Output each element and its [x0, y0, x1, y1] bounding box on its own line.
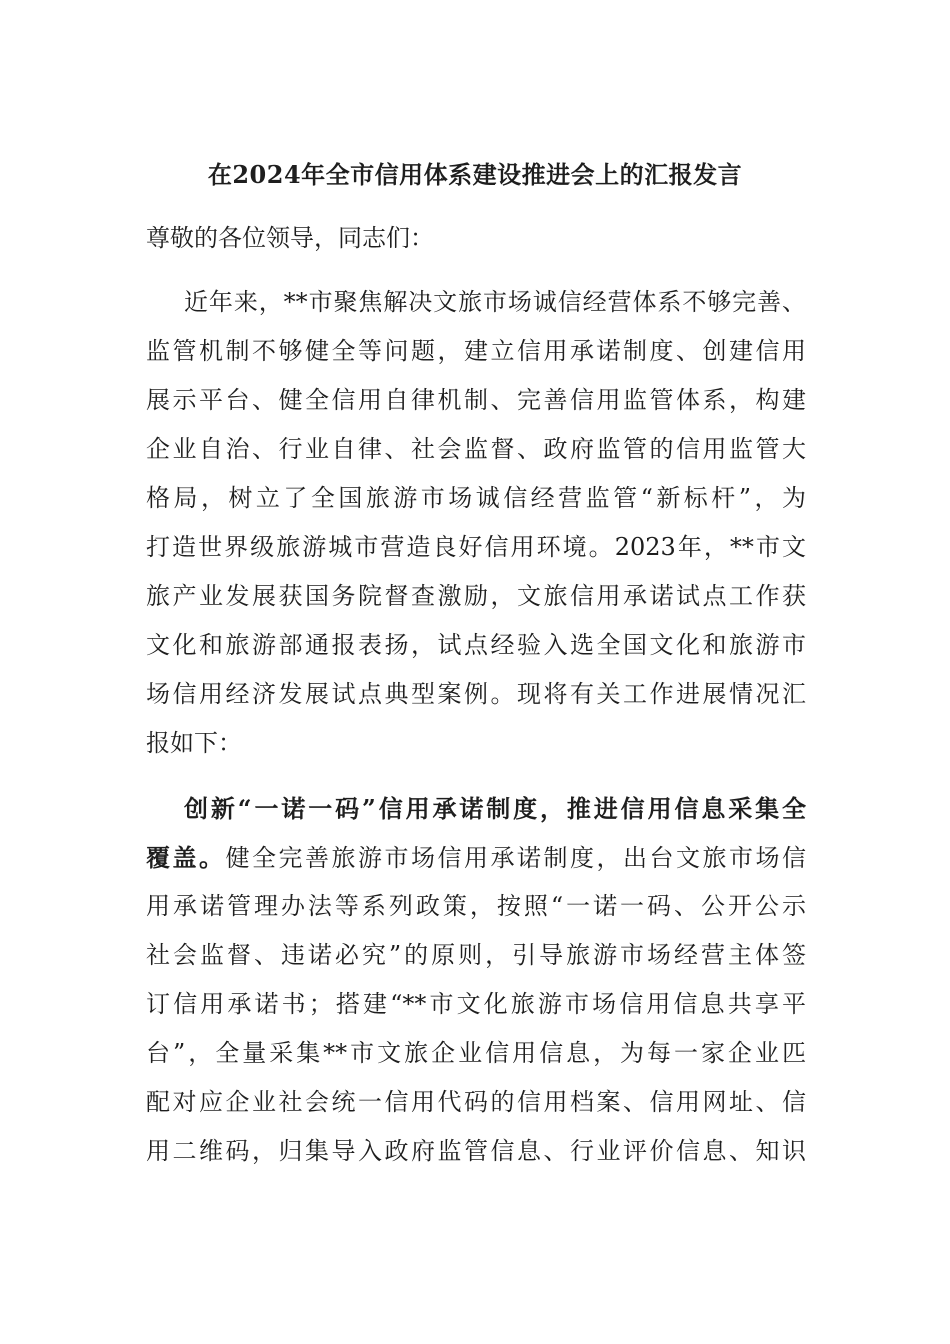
paragraph-text: 健全完善旅游市场信用承诺制度，出台文旅市场信 [225, 844, 806, 872]
paragraph-line: 配对应企业社会统一信用代码的信用档案、信用网址、信 [146, 1088, 806, 1116]
paragraph-line [146, 833, 806, 882]
paragraph-line: 台”，全量采集**市文旅企业信用信息，为每一家企业匹 [146, 1039, 806, 1067]
salutation: 尊敬的各位领导，同志们： [146, 224, 434, 252]
paragraph-line: 展示平台、健全信用自律机制、完善信用监管体系，构建 [146, 386, 806, 414]
section-heading: 创新“一诺一码”信用承诺制度，推进信用信息采集全 [184, 794, 806, 823]
paragraph-line: 旅产业发展获国务院督查激励，文旅信用承诺试点工作获 [146, 582, 806, 610]
paragraph-credit-commitment [146, 784, 806, 1176]
paragraph-line: 监管机制不够健全等问题，建立信用承诺制度、创建信用 [146, 337, 806, 365]
paragraph-line: 企业自治、行业自律、社会监督、政府监管的信用监管大 [146, 435, 806, 463]
paragraph-line: 社会监督、违诺必究”的原则，引导旅游市场经营主体签 [146, 941, 806, 969]
paragraph-line: 打造世界级旅游城市营造良好信用环境。2023年，**市文 [146, 533, 806, 561]
paragraph-line: 文化和旅游部通报表扬，试点经验入选全国文化和旅游市 [146, 631, 806, 659]
paragraph-intro [146, 278, 806, 768]
paragraph-line: 订信用承诺书；搭建“**市文化旅游市场信用信息共享平 [146, 990, 806, 1018]
paragraph-line: 用承诺管理办法等系列政策，按照“一诺一码、公开公示 [146, 892, 806, 920]
paragraph-line: 场信用经济发展试点典型案例。现将有关工作进展情况汇 [146, 680, 806, 708]
paragraph-line: 格局，树立了全国旅游市场诚信经营监管“新标杆”，为 [146, 484, 806, 512]
paragraph-line: 近年来，**市聚焦解决文旅市场诚信经营体系不够完善、 [184, 288, 806, 316]
paragraph-line: 用二维码，归集导入政府监管信息、行业评价信息、知识 [146, 1137, 806, 1165]
paragraph-line: 报如下： [146, 729, 242, 757]
document-title: 在2024年全市信用体系建设推进会上的汇报发言 [207, 160, 743, 189]
section-heading-end: 覆盖。 [146, 843, 226, 872]
